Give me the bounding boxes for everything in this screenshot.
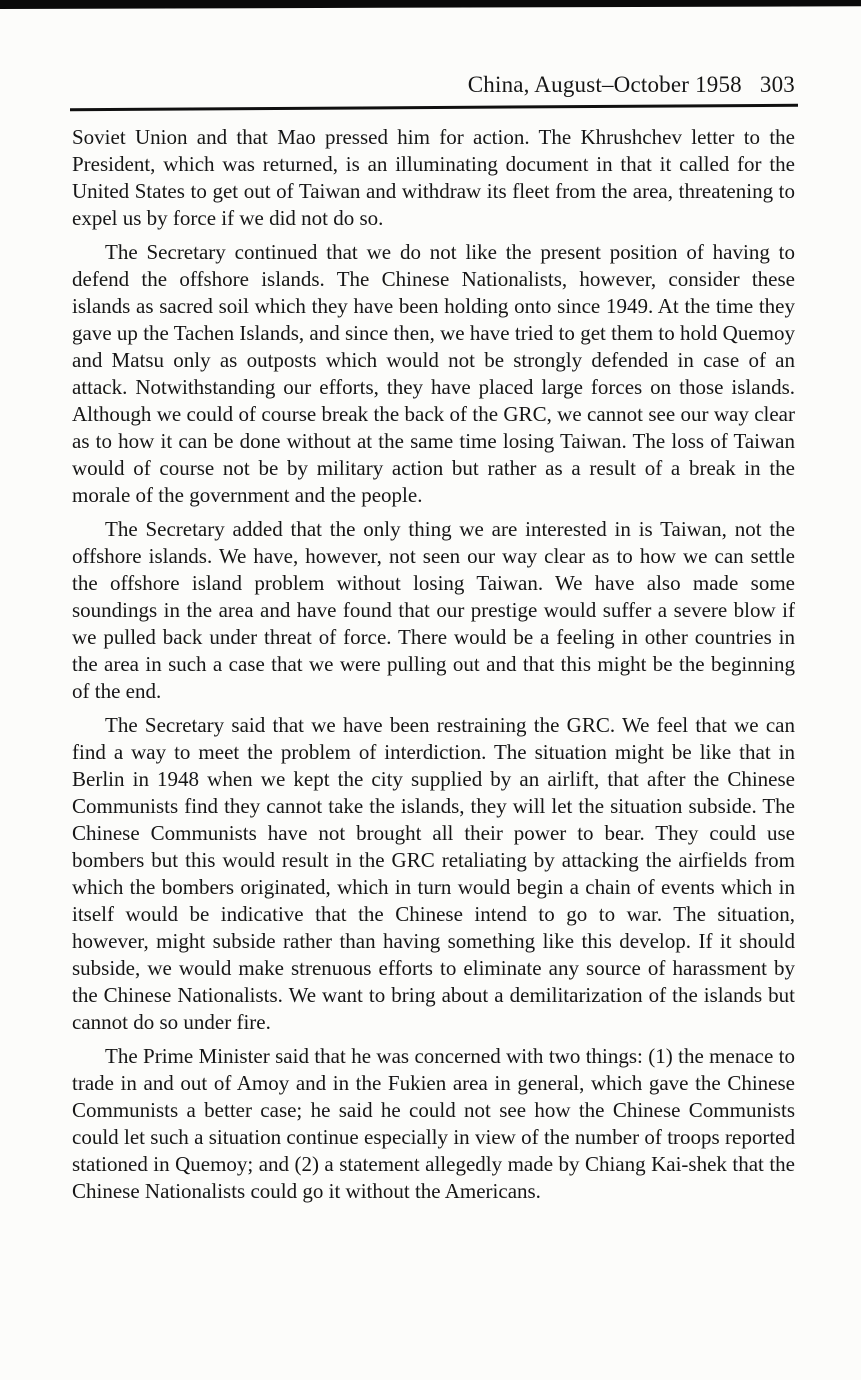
- page-body: [72, 124, 795, 1205]
- paragraph-3: The Secretary added that the only thing we are interested in is Taiwan, not the offshore islands. We have, however, not seen our way clear as to how we can settle the offshore island problem without losing Taiwan. We have also made some soundings in the area and have found that our prestige would suffer a severe blow if we pulled back under threat of force. There would be a feeling in other countries in the area in such a case that we were pulling out and that this might be the beginning of the end.: [72, 517, 795, 703]
- paragraph-4: The Secretary said that we have been restraining the GRC. We feel that we can find a way to meet the problem of interdiction. The situation might be like that in Berlin in 1948 when we kept the city supplied by an airlift, that after the Chinese Communists find they cannot take the islands, they will let the situation subside. The Chinese Communists have not brought all their power to bear. They could use bombers but this would result in the GRC retaliating by attacking the airfields from which the bombers originated, which in turn would begin a chain of events which in itself would be indicative that the Chinese intend to go to war. The situation, however, might subside rather than having something like this develop. If it should subside, we would make strenuous efforts to eliminate any source of harassment by the Chinese Nationalists. We want to bring about a demilitarization of the islands but cannot do so under fire.: [72, 713, 795, 1034]
- page-number: 303: [759, 72, 795, 97]
- paragraph-5: The Prime Minister said that he was concerned with two things: (1) the menace to trade in and out of Amoy and in the Fukien area in general, which gave the Chinese Communists a better case; he said he could not see how the Chinese Communists could let such a situation continue especially in view of the number of troops reported stationed in Quemoy; and (2) a statement allegedly made by Chiang Kai-shek that the Chinese Nationalists could go it without the Americans.: [72, 1044, 795, 1203]
- header-title: China, August–October 1958: [467, 72, 742, 97]
- scan-artifact-bar: [0, 0, 861, 9]
- header-rule: [70, 104, 798, 111]
- paragraph-2: The Secretary continued that we do not like the present position of having to defend the offshore islands. The Chinese Nationalists, however, consider these islands as sacred soil which they have been holding onto since 1949. At the time they gave up the Tachen Islands, and since then, we have tried to get them to hold Quemoy and Matsu only as outposts which would not be strongly defended in case of an attack. Notwithstanding our efforts, they have placed large forces on those islands. Although we could of course break the back of the GRC, we cannot see our way clear as to how it can be done without at the same time losing Taiwan. The loss of Taiwan would of course not be by military action but rather as a result of a break in the morale of the government and the people.: [72, 240, 795, 507]
- paragraph-1: Soviet Union and that Mao pressed him for action. The Khrushchev letter to the President, which was returned, is an illuminating document in that it called for the United States to get out of Taiwan and withdraw its fleet from the area, threatening to expel us by force if we did not do so.: [72, 125, 795, 230]
- running-header: [72, 72, 795, 98]
